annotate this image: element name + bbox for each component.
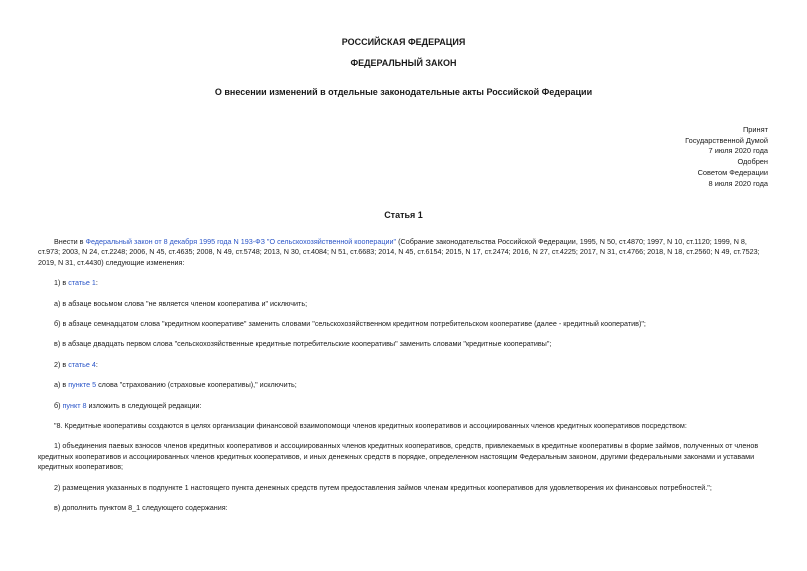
item-1c: в) в абзаце двадцать первом слова "сельскохозяйственные кредитные потребительские кооперативы" заменить словами "кредитные кооперативы"; <box>54 339 552 349</box>
quoted-subpoint-2: 2) размещения указанных в подпункте 1 настоящего пункта денежных средств путем предоставления займов членам кредитных кооперативов для удовлетворения их финансовых потребностей."; <box>54 482 712 492</box>
adoption-line: Советом Федерации <box>697 167 768 177</box>
point-5-link[interactable]: пункте 5 <box>68 380 97 390</box>
item-2c: в) дополнить пунктом 8_1 следующего содержания: <box>54 503 228 513</box>
item-2a-before: а) в <box>54 380 69 390</box>
federal-law-link[interactable]: Федеральный закон от 8 декабря 1995 года N 193-ФЗ "О сельскохозяйственной кооперации" <box>85 237 397 246</box>
item-1 <box>38 278 770 288</box>
point-8-link[interactable]: пункт 8 <box>62 400 87 410</box>
intro-text-before: Внести в <box>54 237 86 246</box>
adoption-line: 7 июля 2020 года <box>708 146 768 156</box>
adoption-line: Одобрен <box>737 157 768 167</box>
item-2a-after: слова "страхованию (страховые кооперативы)," исключить; <box>96 380 297 390</box>
country-heading: РОССИЙСКАЯ ФЕДЕРАЦИЯ <box>341 37 466 47</box>
item-1-after: : <box>95 278 98 288</box>
intro-paragraph <box>38 237 770 268</box>
law-type-heading: ФЕДЕРАЛЬНЫЙ ЗАКОН <box>350 58 457 68</box>
item-1a: а) в абзаце восьмом слова "не является членом кооператива и" исключить; <box>54 298 308 308</box>
item-2b <box>38 401 770 411</box>
quoted-point-8: "8. Кредитные кооперативы создаются в целях организации финансовой взаимопомощи членов кредитных кооперативов и ассоциированных членов кредитных кооперативов посредством: <box>54 421 687 431</box>
item-1b: б) в абзаце семнадцатом слова "кредитном кооперативе" заменить словами "сельскохозяйственном кредитном потребительском кооперативе (далее - кредитный кооператив)"; <box>54 319 646 329</box>
law-title: О внесении изменений в отдельные законодательные акты Российской Федерации <box>214 87 593 97</box>
article-heading: Статья 1 <box>384 210 423 220</box>
item-2b-after: изложить в следующей редакции: <box>86 400 202 410</box>
item-2-before: 2) в <box>54 359 69 369</box>
adoption-line: Государственной Думой <box>685 135 768 145</box>
item-2 <box>38 360 770 370</box>
item-1-before: 1) в <box>54 278 69 288</box>
quoted-subpoint-1: 1) объединения паевых взносов членов кредитных кооперативов и ассоциированных членов кредитных кооперативов, средств, привлекаемых в кредитные кооперативы в форме займов, полученных от членов кредитных кооперативов и ассоциированных членов кредитных кооперативов, и иных денежных средств в порядке, определенном настоящим Федеральным законом, другими федеральными законами и уставами кредитных кооперативов; <box>38 441 759 472</box>
article-body <box>38 237 770 514</box>
item-2-after: : <box>95 359 98 369</box>
adoption-line: 8 июля 2020 года <box>708 178 768 188</box>
item-2b-before: б) <box>54 400 63 410</box>
intro-text-after: (Собрание законодательства Российской Федерации, 1995, N 50, ст.4870; 1997, N 10, ст.1120; 1999, N 8, ст.973; 2003, N 24, ст.2248; 2006, N 45, ст.4635; 2008, N 49, ст.5748; 2013, N 30, ст.4084; N 51, ст.6683; 2014, N 45, ст.6154; 2015, N 17, ст.2474; 2016, N 27, ст.4225; 2017, N 31, ст.4766; 2018, N 18, ст.2560; N 49, ст.7523; 2019, N 31, ст.4430) следующие изменения: <box>38 237 760 267</box>
article-4-link[interactable]: статье 4 <box>68 359 96 369</box>
article-1-link[interactable]: статье 1 <box>68 278 96 288</box>
adoption-line: Принят <box>742 125 768 134</box>
adoption-block <box>685 125 768 189</box>
item-2a <box>38 380 770 390</box>
